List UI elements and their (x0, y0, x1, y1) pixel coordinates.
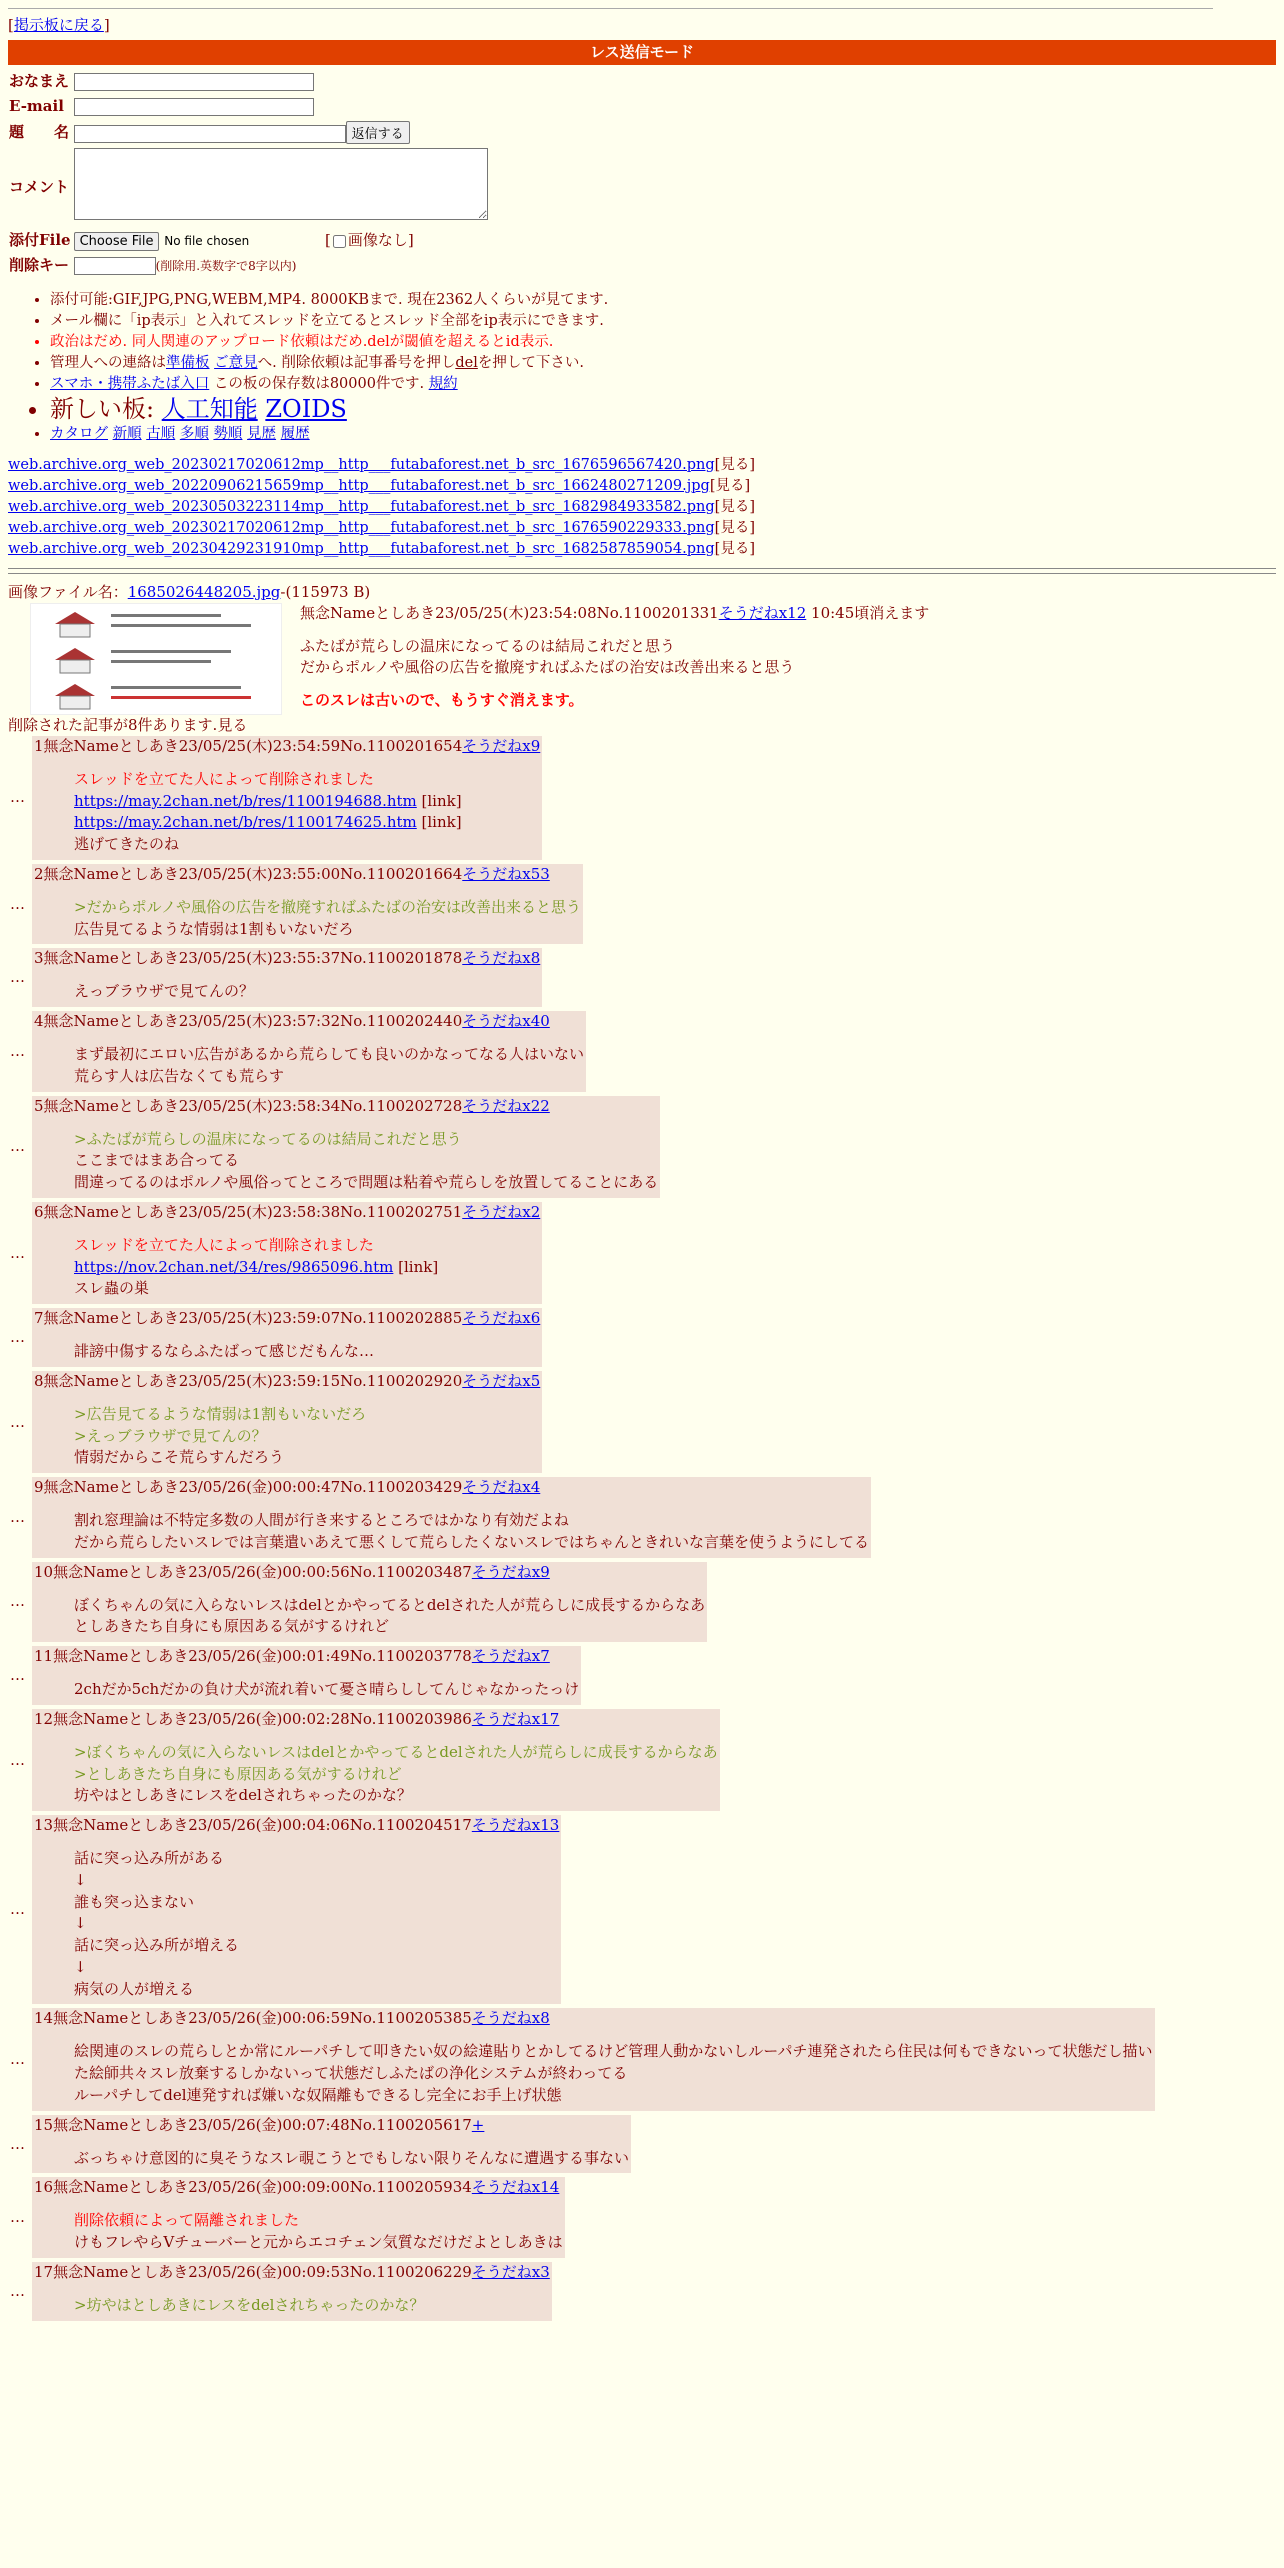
thread (8, 582, 1276, 2321)
reply-box (32, 1646, 581, 1705)
reply-header: 14無念Nameとしあき23/05/26(金)00:06:59No.1100205385そうだねx8 (34, 2009, 550, 2028)
sodane-link[interactable]: そうだねx14 (471, 2178, 560, 2197)
reply-header: 4無念Nameとしあき23/05/25(木)23:57:32No.1100202440そうだねx40 (34, 1012, 550, 1031)
note-mobile: • スマホ・携帯ふたば入口 この板の保存数は80000件です. 規約 (50, 374, 1276, 395)
reply-header: 3無念Nameとしあき23/05/25(木)23:55:37No.1100201878そうだねx8 (34, 949, 541, 968)
reply-box (32, 1477, 871, 1558)
reply-text (74, 1129, 658, 1194)
reply-box (32, 1308, 542, 1367)
reply-post (8, 1096, 660, 1198)
reply-line: まず最初にエロい広告があるから荒らしても良いのかなってなる人はいない (74, 1045, 585, 1064)
sodane-link[interactable]: そうだねx13 (471, 1816, 560, 1835)
reply-marker: … (10, 894, 25, 913)
comment-textarea[interactable] (74, 148, 488, 220)
reply-line: 逃げてきたのね (74, 835, 180, 854)
reply-marker: … (10, 788, 25, 807)
divider (8, 568, 1276, 569)
reply-box (32, 1562, 707, 1643)
reply-text (74, 2295, 550, 2317)
quote-line: >広告見てるような情弱は1割もいないだろ (74, 1404, 367, 1423)
ai-board-link[interactable]: 人工知能 (161, 395, 258, 424)
archive-link[interactable]: web.archive.org_web_20220906215659mp__http___futabaforest.net_b_src_1662480271209.jpg (8, 477, 710, 494)
note-contact: • 管理人への連絡は準備板 ご意見へ. 削除依頼は記事番号を押しdelを押して下さい. (50, 353, 1276, 374)
subject-label: 題 名 (9, 123, 70, 141)
file-label: 添付File (9, 231, 71, 249)
email-label: E-mail (9, 97, 64, 115)
quote-line: >だからポルノや風俗の広告を撤廃すればふたばの治安は改善出来ると思う (74, 897, 581, 916)
reply-mode-banner: レス送信モード (8, 40, 1276, 65)
reply-header: 9無念Nameとしあき23/05/26(金)00:00:47No.1100203429そうだねx4 (34, 1478, 541, 1497)
sort-many-link[interactable]: 多順 (179, 425, 209, 442)
sort-new-link[interactable]: 新順 (112, 425, 142, 442)
catalog-nav (50, 424, 1276, 445)
no-image-checkbox[interactable] (333, 235, 346, 248)
sodane-link[interactable]: + (471, 2115, 485, 2134)
archive-link[interactable]: web.archive.org_web_20230503223114mp__http___futabaforest.net_b_src_1682984933582.png (8, 498, 715, 515)
reply-line: https://nov.2chan.net/34/res/9865096.htm [link] (74, 1257, 439, 1276)
name-label: おなまえ (9, 72, 70, 90)
reply-marker: … (10, 968, 25, 987)
reply-marker: … (10, 1666, 25, 1685)
op-sodane-link[interactable]: そうだねx12 (718, 603, 807, 622)
reply-box (32, 1096, 660, 1198)
reply-text (74, 1044, 584, 1088)
reply-post (8, 948, 542, 1007)
reply-marker: … (10, 1243, 25, 1262)
archive-row: web.archive.org_web_20230217020612mp__http___futabaforest.net_b_src_1676596567420.png[見る] (8, 456, 755, 473)
reply-box (32, 864, 583, 945)
reply-line: 話に突っ込み所が増える (74, 1936, 240, 1955)
reply-header: 5無念Nameとしあき23/05/25(木)23:58:34No.1100202728そうだねx22 (34, 1096, 550, 1115)
email-input[interactable] (74, 98, 314, 116)
reply-box (32, 736, 542, 860)
submit-reply-button[interactable]: 返信する (346, 121, 410, 144)
mobile-entrance-link[interactable]: スマホ・携帯ふたば入口 (50, 376, 210, 393)
reply-post (8, 1709, 720, 1811)
reply-text (74, 1679, 579, 1701)
reply-header: 7無念Nameとしあき23/05/25(木)23:59:07No.1100202885そうだねx6 (34, 1309, 541, 1328)
comment-label: コメント (9, 177, 70, 196)
back-to-board-link[interactable]: 掲示板に戻る (13, 16, 104, 34)
reply-line: 情弱だからこそ荒らすんだろう (74, 1448, 285, 1467)
board-notes (8, 290, 1276, 445)
reply-marker: … (10, 2281, 25, 2300)
top-divider (8, 8, 1213, 9)
reply-post (8, 2115, 631, 2174)
del-text: del (455, 355, 478, 372)
reply-header: 12無念Nameとしあき23/05/26(金)00:02:28No.1100203986そうだねx17 (34, 1709, 560, 1728)
reply-header: 1無念Nameとしあき23/05/25(木)23:54:59No.1100201654そうだねx9 (34, 736, 541, 755)
reply-box (32, 948, 542, 1007)
note-rules: • 政治はだめ. 同人関連のアップロード依頼はだめ.delが閾値を超えるとid表示. (50, 332, 1276, 353)
thread-url-link[interactable]: https://nov.2chan.net/34/res/9865096.htm (74, 1257, 394, 1276)
prep-board-link[interactable]: 準備板 (166, 355, 210, 372)
reply-header: 15無念Nameとしあき23/05/26(金)00:07:48No.1100205617+ (34, 2115, 485, 2134)
quote-line: >ぼくちゃんの気に入らないレスはdelとかやってるとdelされた人が荒らしに成長するからなあ (74, 1742, 718, 1761)
reply-text (74, 1510, 869, 1554)
reply-box (32, 1371, 542, 1473)
sodane-link[interactable]: そうだねx5 (462, 1371, 541, 1390)
sodane-link[interactable]: そうだねx6 (462, 1309, 541, 1328)
reply-post (8, 1477, 871, 1558)
reply-marker: … (10, 1328, 25, 1347)
reply-line: 誹謗中傷するならふたばって感じだもんな… (74, 1342, 375, 1361)
choose-file-button[interactable]: Choose File (74, 232, 160, 251)
reply-post (8, 2262, 552, 2321)
reply-line: 坊やはとしあきにレスをdelされちゃったのかな？ (74, 1786, 412, 1805)
sodane-link[interactable]: そうだねx3 (471, 2262, 550, 2281)
house-icon (53, 646, 97, 674)
reply-text (74, 2148, 629, 2170)
reply-line: ↓ (74, 1957, 87, 1976)
reply-marker: … (10, 1750, 25, 1769)
reply-text (74, 897, 581, 941)
no-image-label: 画像なし (347, 231, 408, 249)
reply-text (74, 769, 540, 856)
sodane-link[interactable]: そうだねx9 (471, 1562, 550, 1581)
op-thumbnail[interactable] (30, 603, 282, 715)
post-form: おなまえ E-mail 題 名 返信する コメント 添付File Choose File No file chosen [ 画像なし] 削除キー (削除用.英数字で8字以内) (8, 69, 489, 278)
catalog-link[interactable]: カタログ (50, 425, 108, 442)
reply-box (32, 2262, 552, 2321)
reply-text (74, 1742, 718, 1807)
reply-marker: … (10, 2050, 25, 2069)
reply-marker: … (10, 2208, 25, 2227)
reply-post (8, 736, 542, 860)
sodane-link[interactable]: そうだねx4 (462, 1478, 541, 1497)
note-upload-limits: • 添付可能:GIF,JPG,PNG,WEBM,MP4. 8000KBまで. 現在2362人くらいが見てます. (50, 290, 1276, 311)
reply-line: としあきたち自身にも原因ある気がするけれど (74, 1617, 390, 1636)
deleted-message: 削除依頼によって隔離されました (74, 2211, 300, 2230)
reply-header: 8無念Nameとしあき23/05/25(木)23:59:15No.1100202920そうだねx5 (34, 1371, 541, 1390)
terms-link[interactable]: 規約 (428, 376, 458, 393)
reply-line: https://may.2chan.net/b/res/1100174625.htm [link] (74, 813, 462, 832)
reply-line: https://may.2chan.net/b/res/1100194688.htm [link] (74, 791, 462, 810)
reply-line: 広告見てるような情弱は1割もいないだろ (74, 919, 354, 938)
op-body: ふたばが荒らしの温床になってるのは結局これだと思う だからポルノや風俗の広告を撤廃すればふたばの治安は改善出来ると思う このスレは古いので、もうすぐ消えます。 (8, 636, 1276, 711)
archive-row: web.archive.org_web_20220906215659mp__http___futabaforest.net_b_src_1662480271209.jpg[見る] (8, 477, 751, 494)
archive-row: web.archive.org_web_20230429231910mp__http___futabaforest.net_b_src_1682587859054.png[見る] (8, 540, 755, 557)
reply-line: だから荒らしたいスレでは言葉遣いあえて悪くして荒らしたくないスレではちゃんときれいな言葉を使うようにしてる (74, 1532, 870, 1551)
reply-line: ↓ (74, 1870, 87, 1889)
thread-url-link[interactable]: https://may.2chan.net/b/res/1100194688.htm (74, 791, 417, 810)
archive-link[interactable]: web.archive.org_web_20230429231910mp__http___futabaforest.net_b_src_1682587859054.png (8, 540, 715, 557)
reply-line: 絵関連のスレの荒らしとか常にルーパチして叩きたい奴の絵違貼りとかしてるけど管理人動かないしルーパチ連発されたら住民は何もできないって状態だし描い (74, 2042, 1153, 2061)
old-thread-warning: このスレは古いので、もうすぐ消えます。 (300, 690, 584, 709)
sodane-link[interactable]: そうだねx17 (471, 1709, 560, 1728)
reply-header: 16無念Nameとしあき23/05/26(金)00:09:00No.1100205934そうだねx14 (34, 2178, 560, 2197)
quote-line: >えっブラウザで見てんの？ (74, 1426, 267, 1445)
deleted-posts-note[interactable]: 削除された記事が8件あります.見る (8, 715, 248, 734)
sodane-link[interactable]: そうだねx40 (462, 1012, 550, 1031)
reply-header: 13無念Nameとしあき23/05/26(金)00:04:06No.1100204517そうだねx13 (34, 1816, 560, 1835)
reply-post (8, 1371, 542, 1473)
op-file-link[interactable]: 1685026448205.jpg (127, 582, 281, 601)
reply-text (74, 2041, 1153, 2106)
reply-line: ぶっちゃけ意図的に臭そうなスレ覗こうとでもしない限りそんなに遭遇する事ない (74, 2148, 630, 2167)
reply-marker: … (10, 2134, 25, 2153)
reply-text (74, 1404, 540, 1469)
view-history-link[interactable]: 見歴 (247, 425, 277, 442)
reply-post (8, 1815, 561, 2004)
note-new-boards: • 新しい板: 人工知能 ZOIDS (50, 395, 1276, 424)
reply-post (8, 1562, 707, 1643)
op-header: 無念Nameとしあき23/05/25(木)23:54:08No.1100201331そうだねx12 10:45頃消えます (300, 603, 930, 622)
delete-key-note: (削除用.英数字で8字以内) (155, 259, 297, 273)
archive-row: web.archive.org_web_20230503223114mp__http___futabaforest.net_b_src_1682984933582.png[見る] (8, 498, 755, 515)
sodane-link[interactable]: そうだねx2 (462, 1202, 541, 1221)
quote-line: >としあきたち自身にも原因ある気がするけれど (74, 1764, 402, 1783)
reply-line: 間違ってるのはポルノや風俗ってところで問題は粘着や荒らしを放置してることにある (74, 1173, 659, 1192)
house-icon (53, 682, 97, 710)
house-icon (53, 610, 97, 638)
reply-text (74, 1595, 705, 1639)
feedback-link[interactable]: ご意見 (214, 355, 258, 372)
sodane-link[interactable]: そうだねx8 (471, 2009, 550, 2028)
reply-line: ↓ (74, 1914, 87, 1933)
sodane-link[interactable]: そうだねx8 (462, 949, 541, 968)
reply-text (74, 1341, 540, 1363)
name-input[interactable] (74, 73, 314, 91)
quote-line: >ふたばが荒らしの温床になってるのは結局これだと思う (74, 1129, 462, 1148)
zoids-board-link[interactable]: ZOIDS (265, 395, 347, 424)
file-status: No file chosen (164, 234, 250, 248)
reply-header: 6無念Nameとしあき23/05/25(木)23:58:38No.1100202751そうだねx2 (34, 1202, 541, 1221)
thread-url-link[interactable]: https://may.2chan.net/b/res/1100174625.htm (74, 813, 417, 832)
deleted-message: スレッドを立てた人によって削除されました (74, 1235, 374, 1254)
archive-row: web.archive.org_web_20230217020612mp__http___futabaforest.net_b_src_1676590229333.png[見る] (8, 519, 755, 536)
reply-line: ここまではまあ合ってる (74, 1151, 240, 1170)
reply-text (74, 1848, 559, 2000)
reply-post (8, 2008, 1155, 2110)
reply-line: 病気の人が増える (74, 1979, 195, 1998)
divider (8, 573, 1276, 574)
reply-marker: … (10, 1507, 25, 1526)
reply-line: けもフレやらVチューバーと元からエコチェン気質なだけだよとしあきは (74, 2233, 563, 2252)
reply-line: 荒らす人は広告なくても荒らす (74, 1066, 285, 1085)
reply-header: 2無念Nameとしあき23/05/25(木)23:55:00No.1100201664そうだねx53 (34, 864, 550, 883)
reply-line: スレ蟲の巣 (74, 1279, 150, 1298)
reply-header: 10無念Nameとしあき23/05/26(金)00:00:56No.1100203487そうだねx9 (34, 1562, 550, 1581)
sodane-link[interactable]: そうだねx22 (462, 1096, 550, 1115)
archive-links (8, 455, 1276, 560)
reply-line: えっブラウザで見てんの？ (74, 982, 255, 1001)
op-file-info: 画像ファイル名：1685026448205.jpg-(115973 B) (8, 582, 371, 601)
back-nav: [掲示板に戻る] (8, 16, 110, 34)
reply-box (32, 2115, 631, 2174)
sodane-link[interactable]: そうだねx9 (462, 736, 541, 755)
reply-box (32, 1815, 561, 2004)
reply-marker: … (10, 1900, 25, 1919)
reply-post (8, 1308, 542, 1367)
reply-marker: … (10, 1041, 25, 1060)
archive-link[interactable]: web.archive.org_web_20230217020612mp__http___futabaforest.net_b_src_1676596567420.png (8, 456, 715, 473)
sort-old-link[interactable]: 古順 (146, 425, 176, 442)
note-ip-display: • メール欄に「ip表示」と入れてスレッドを立てるとスレッド全部をip表示にできます. (50, 311, 1276, 332)
reply-list (8, 736, 1276, 2321)
reply-line: 話に突っ込み所がある (74, 1849, 225, 1868)
reply-marker: … (10, 1412, 25, 1431)
sort-momentum-link[interactable]: 勢順 (213, 425, 243, 442)
history-link[interactable]: 履歴 (280, 425, 310, 442)
reply-line: 2chだか5chだかの負け犬が流れ着いて憂さ晴らししてんじゃなかったっけ (74, 1680, 580, 1699)
reply-line: ぼくちゃんの気に入らないレスはdelとかやってるとdelされた人が荒らしに成長するからなあ (74, 1595, 706, 1614)
quote-line: >坊やはとしあきにレスをdelされちゃったのかな？ (74, 2295, 425, 2314)
delete-key-label: 削除キー (9, 256, 70, 274)
reply-post (8, 1202, 542, 1304)
reply-line: た絵師共々スレ放棄するしかないって状態だしふたばの浄化システムが終わってる (74, 2064, 628, 2083)
reply-box (32, 1011, 586, 1092)
reply-text (74, 2210, 563, 2254)
reply-post (8, 1646, 581, 1705)
reply-line: 割れ窓理論は不特定多数の人間が行き来するところではかなり有効だよね (74, 1511, 569, 1530)
reply-marker: … (10, 1592, 25, 1611)
sodane-link[interactable]: そうだねx53 (462, 864, 550, 883)
sodane-link[interactable]: そうだねx7 (471, 1647, 550, 1666)
reply-header: 11無念Nameとしあき23/05/26(金)00:01:49No.1100203778そうだねx7 (34, 1647, 550, 1666)
reply-box (32, 2008, 1155, 2110)
reply-post (8, 864, 583, 945)
reply-marker: … (10, 1137, 25, 1156)
reply-box (32, 1202, 542, 1304)
reply-box (32, 1709, 720, 1811)
deleted-message: スレッドを立てた人によって削除されました (74, 769, 374, 788)
reply-text (74, 981, 540, 1003)
reply-text (74, 1235, 540, 1300)
archive-link[interactable]: web.archive.org_web_20230217020612mp__http___futabaforest.net_b_src_1676590229333.png (8, 519, 715, 536)
reply-header: 17無念Nameとしあき23/05/26(金)00:09:53No.1100206229そうだねx3 (34, 2262, 550, 2281)
subject-input[interactable] (74, 125, 346, 143)
reply-box (32, 2177, 565, 2258)
reply-line: ルーパチしてdel連発すれば嫌いな奴隔離もできるし完全にお手上げ状態 (74, 2085, 562, 2104)
reply-post (8, 2177, 565, 2258)
delete-key-input[interactable] (74, 257, 156, 275)
reply-line: 誰も突っ込まない (74, 1892, 195, 1911)
reply-post (8, 1011, 586, 1092)
